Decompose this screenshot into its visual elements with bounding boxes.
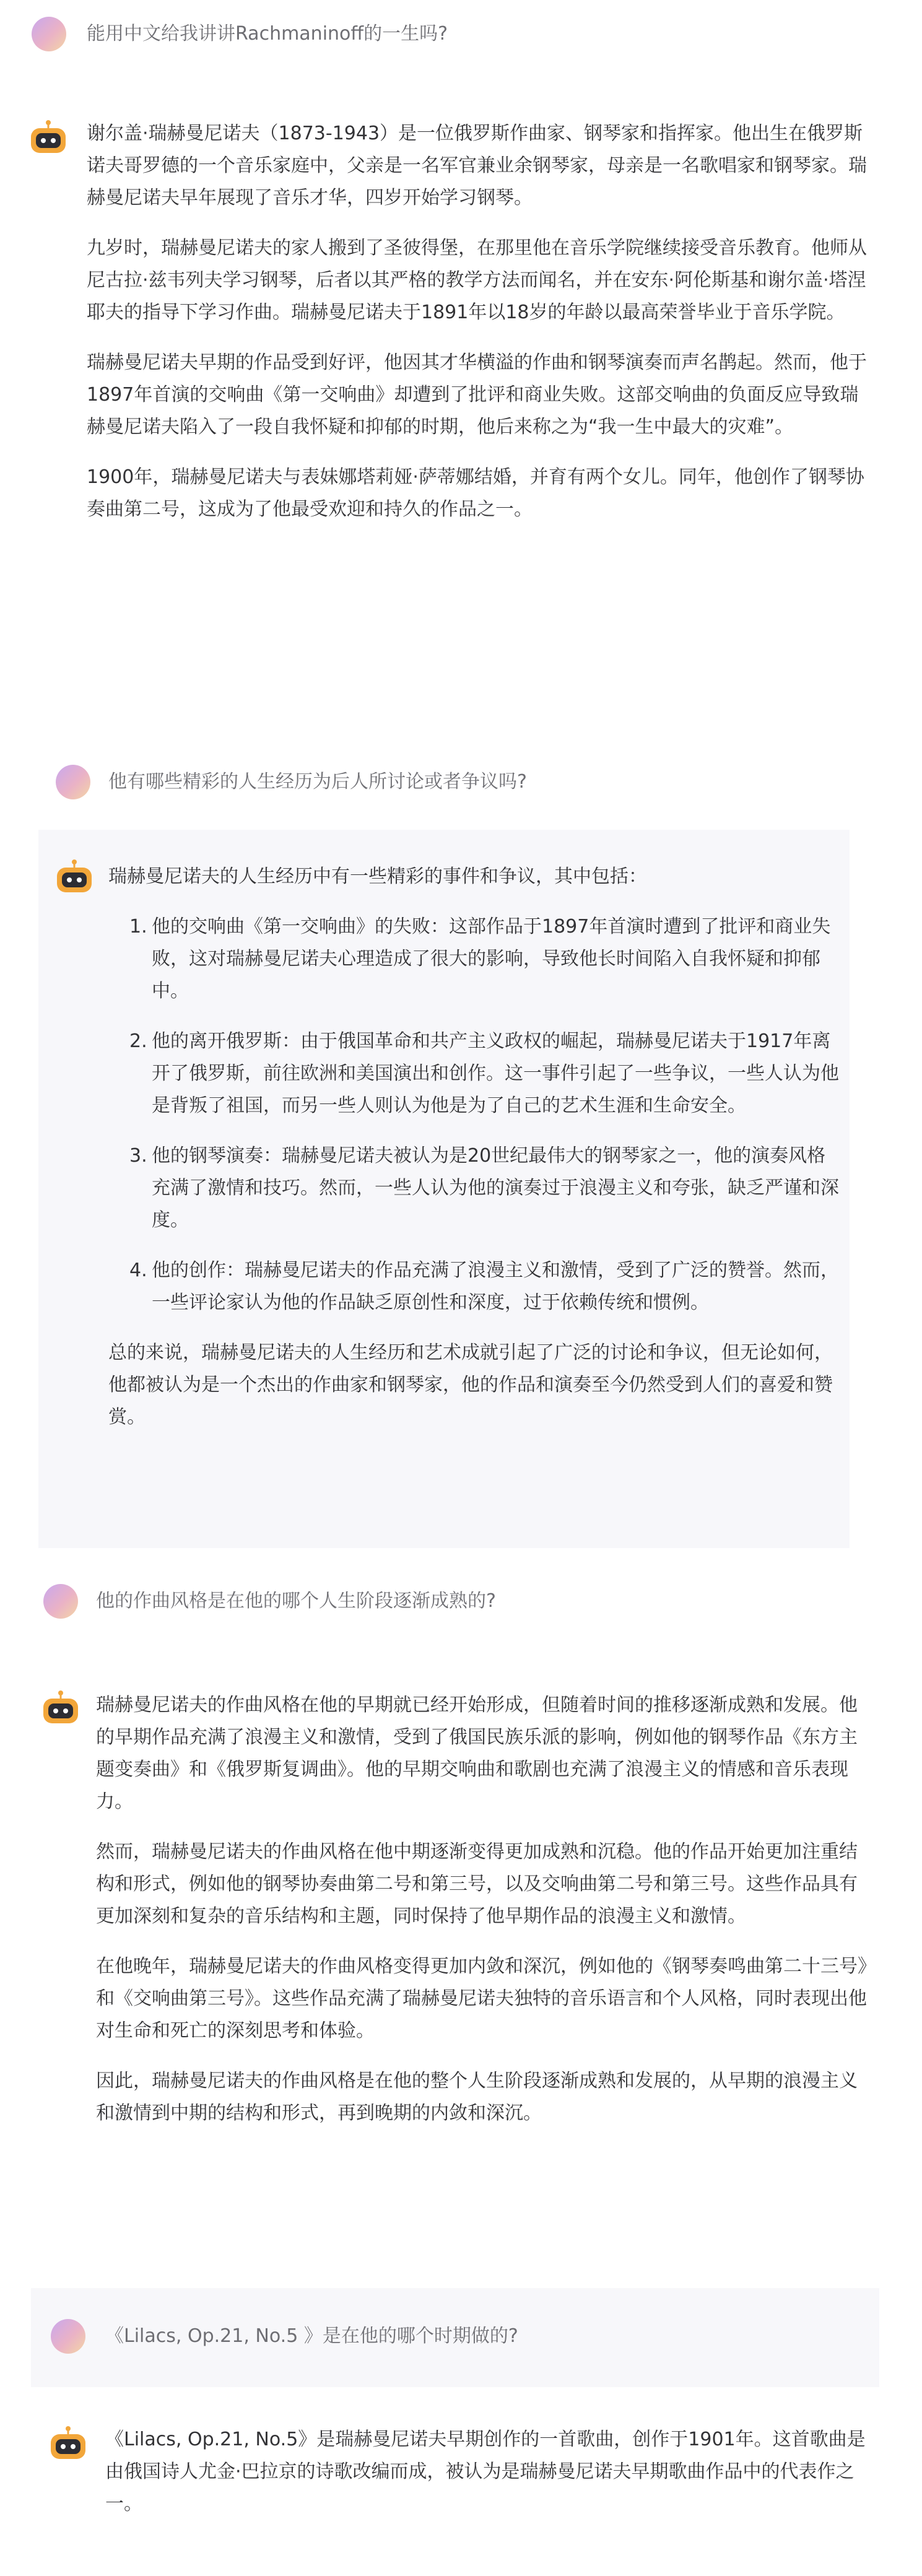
list-item [108, 1140, 839, 1237]
answer-paragraph: 然而，瑞赫曼尼诺夫的作曲风格在他中期逐渐变得更加成熟和沉稳。他的作品开始更加注重结构和形式，例如他的钢琴协奏曲第二号和第三号，以及交响曲第二号和第三号。这些作品具有更加深刻和复杂的音乐结构和主题，同时保持了他早期作品的浪漫主义和激情。 [96, 1841, 858, 1927]
answer-paragraph: 在他晚年，瑞赫曼尼诺夫的作曲风格变得更加内敛和深沉，例如他的《钢琴奏鸣曲第二十三号》和《交响曲第三号》。这些作品充满了瑞赫曼尼诺夫独特的音乐语言和个人风格，同时表现出他对生命和死亡的深刻思考和体验。 [96, 1956, 867, 2042]
answer-paragraph: 《Lilacs, Op.21, No.5》是瑞赫曼尼诺夫早期创作的一首歌曲，创作于1901年。这首歌曲是由俄国诗人尤金·巴拉京的诗歌改编而成，被认为是瑞赫曼尼诺夫早期歌曲作品中的代表作之一。 [105, 2429, 866, 2515]
list-item [108, 911, 839, 1007]
bot-avatar-icon [48, 2426, 88, 2461]
answer-outro: 总的来说，瑞赫曼尼诺夫的人生经历和艺术成就引起了广泛的讨论和争议，但无论如何，他都被认为是一个杰出的作曲家和钢琴家，他的作品和演奏至今仍然受到人们的喜爱和赞赏。 [108, 1342, 833, 1428]
user-question: 他有哪些精彩的人生经历为后人所讨论或者争议吗? [108, 771, 527, 793]
bot-answer [105, 2424, 873, 2520]
user-question: 《Lilacs, Op.21, No.5 》是在他的哪个时期做的? [105, 2325, 518, 2347]
list-item-number: 3. [129, 1145, 147, 1167]
list-item [108, 1255, 839, 1319]
list-item-number: 1. [129, 916, 147, 938]
bot-answer [96, 1689, 870, 2130]
user-question: 他的作曲风格是在他的哪个人生阶段逐渐成熟的? [96, 1590, 496, 1612]
list-item-text: 他的交响曲《第一交响曲》的失败：这部作品于1897年首演时遭到了批评和商业失败，这对瑞赫曼尼诺夫心理造成了很大的影响，导致他长时间陷入自我怀疑和抑郁中。 [152, 916, 831, 1002]
bot-answer [108, 861, 839, 1434]
user-avatar [51, 2319, 85, 2354]
list-item-text: 他的离开俄罗斯：由于俄国革命和共产主义政权的崛起，瑞赫曼尼诺夫于1917年离开了俄罗斯，前往欧洲和美国演出和创作。这一事件引起了一些争议，一些人认为他是背叛了祖国，而另一些人则认为他是为了自己的艺术生涯和生命安全。 [152, 1030, 839, 1116]
answer-paragraph: 瑞赫曼尼诺夫的作曲风格在他的早期就已经开始形成，但随着时间的推移逐渐成熟和发展。他的早期作品充满了浪漫主义和激情，受到了俄国民族乐派的影响，例如他的钢琴作品《东方主题变奏曲》和《俄罗斯复调曲》。他的早期交响曲和歌剧也充满了浪漫主义的情感和音乐表现力。 [96, 1694, 858, 1812]
bot-avatar-icon [54, 859, 94, 894]
list-item-text: 他的创作：瑞赫曼尼诺夫的作品充满了浪漫主义和激情，受到了广泛的赞誉。然而，一些评论家认为他的作品缺乏原创性和深度，过于依赖传统和惯例。 [152, 1260, 839, 1313]
bot-avatar-icon [28, 120, 68, 155]
answer-paragraph: 谢尔盖·瑞赫曼尼诺夫（1873-1943）是一位俄罗斯作曲家、钢琴家和指挥家。他出生在俄罗斯诺夫哥罗德的一个音乐家庭中，父亲是一名军官兼业余钢琴家，母亲是一名歌唱家和钢琴家。瑞赫曼尼诺夫早年展现了音乐才华，四岁开始学习钢琴。 [87, 123, 867, 209]
list-item-number: 2. [129, 1030, 147, 1052]
answer-paragraph: 1900年，瑞赫曼尼诺夫与表妹娜塔莉娅·萨蒂娜结婚，并育有两个女儿。同年，他创作了钢琴协奏曲第二号，这成为了他最受欢迎和持久的作品之一。 [87, 466, 864, 520]
answer-paragraph: 九岁时，瑞赫曼尼诺夫的家人搬到了圣彼得堡，在那里他在音乐学院继续接受音乐教育。他师从尼古拉·兹韦列夫学习钢琴，后者以其严格的教学方法而闻名，并在安东·阿伦斯基和谢尔盖·塔涅耶夫的指导下学习作曲。瑞赫曼尼诺夫于1891年以18岁的年龄以最高荣誉毕业于音乐学院。 [87, 237, 867, 323]
user-avatar [43, 1584, 78, 1619]
list-item [108, 1025, 839, 1122]
answer-paragraph: 因此，瑞赫曼尼诺夫的作曲风格是在他的整个人生阶段逐渐成熟和发展的，从早期的浪漫主义和激情到中期的结构和形式，再到晚期的内敛和深沉。 [96, 2070, 858, 2124]
user-avatar [56, 765, 90, 799]
answer-list [108, 911, 839, 1319]
answer-paragraph: 瑞赫曼尼诺夫早期的作品受到好评，他因其才华横溢的作曲和钢琴演奏而声名鹊起。然而，他于1897年首演的交响曲《第一交响曲》却遭到了批评和商业失败。这部交响曲的负面反应导致瑞赫曼尼诺夫陷入了一段自我怀疑和抑郁的时期，他后来称之为“我一生中最大的灾难”。 [87, 352, 867, 438]
user-question: 能用中文给我讲讲Rachmaninoff的一生吗? [87, 23, 448, 45]
answer-intro: 瑞赫曼尼诺夫的人生经历中有一些精彩的事件和争议，其中包括： [108, 866, 647, 887]
list-item-number: 4. [129, 1260, 147, 1281]
bot-avatar-icon [41, 1690, 80, 1725]
bot-answer [87, 118, 873, 526]
user-avatar [32, 17, 66, 51]
list-item-text: 他的钢琴演奏：瑞赫曼尼诺夫被认为是20世纪最伟大的钢琴家之一，他的演奏风格充满了激情和技巧。然而，一些人认为他的演奏过于浪漫主义和夸张，缺乏严谨和深度。 [152, 1145, 839, 1231]
